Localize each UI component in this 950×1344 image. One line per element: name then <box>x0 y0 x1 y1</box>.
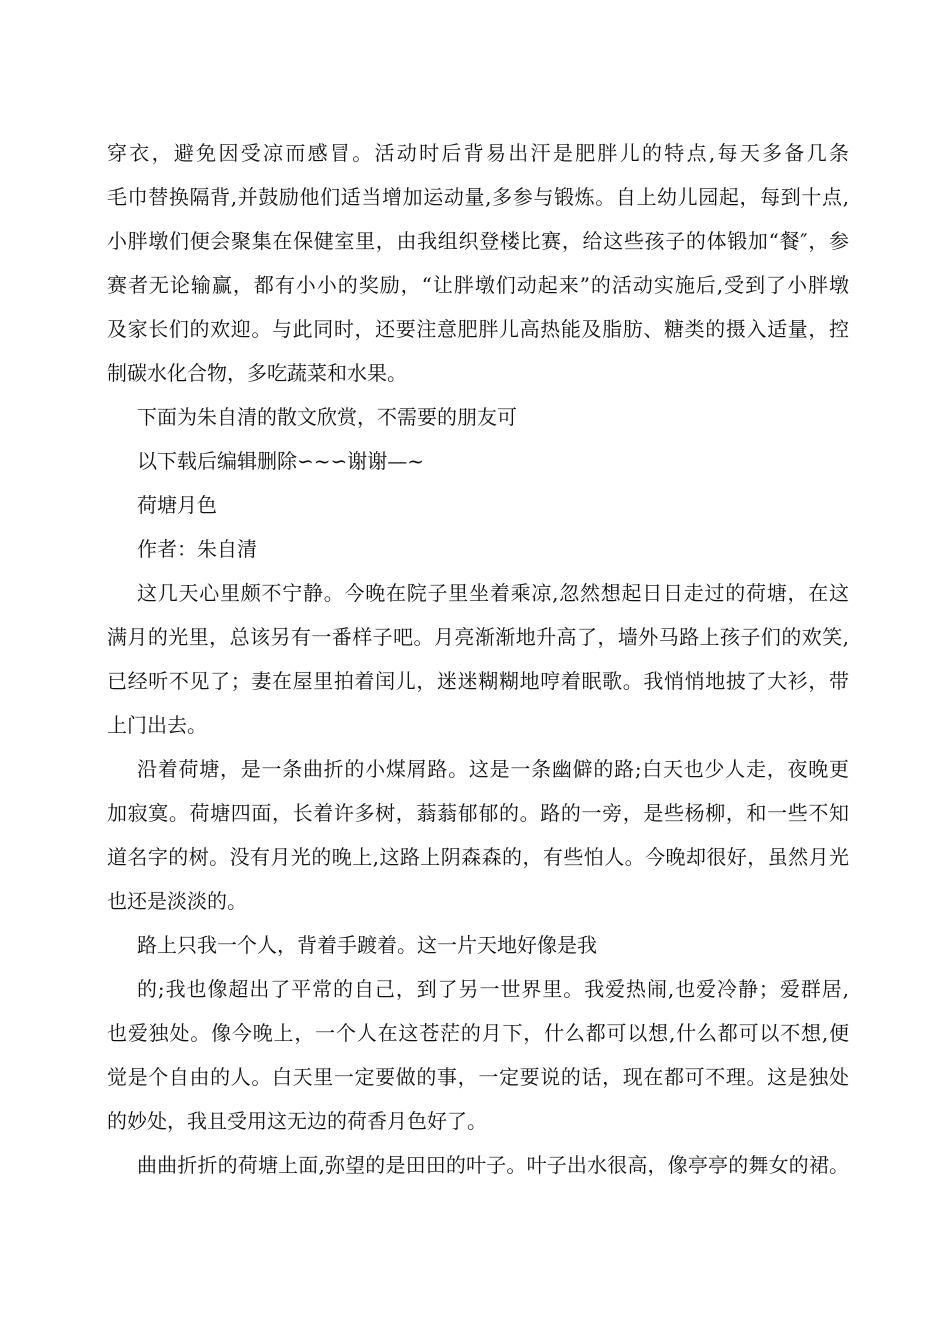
text-line: 毛巾替换隔背,并鼓励他们适当增加运动量,多参与锻炼。自上幼儿园起，每到十点, <box>107 185 849 209</box>
text-line: 制碳水化合物，多吃蔬菜和水果。 <box>107 361 407 385</box>
text-line: 穿衣，避免因受凉而感冒。活动时后背易出汗是肥胖儿的特点,每天多备几条 <box>107 141 849 165</box>
article-title: 荷塘月色 <box>137 493 217 517</box>
text-line: 也还是淡淡的。 <box>107 889 247 913</box>
text-line: 也爱独处。像今晚上，一个人在这苍茫的月下，什么都可以想,什么都可以不想,便 <box>107 1021 849 1045</box>
text-line: 小胖墩们便会聚集在保健室里，由我组织登楼比赛，给这些孩子的体锻加“餐″，参 <box>107 229 849 253</box>
text-line: 及家长们的欢迎。与此同时，还要注意肥胖儿高热能及脂肪、糖类的摄入适量，控 <box>107 317 849 341</box>
text-line: 的妙处，我且受用这无边的荷香月色好了。 <box>107 1109 487 1133</box>
text-line: 已经听不见了；妻在屋里拍着闰儿，迷迷糊糊地哼着眠歌。我悄悄地披了大衫，带 <box>107 669 849 693</box>
text-line: 以下载后编辑删除∽~∽谢谢—~ <box>137 449 425 473</box>
text-line: 这几天心里颇不宁静。今晚在院子里坐着乘凉,忽然想起日日走过的荷塘，在这 <box>137 581 849 605</box>
text-line: 道名字的树。没有月光的晚上,这路上阴森森的，有些怕人。今晚却很好，虽然月光 <box>107 845 849 869</box>
article-author: 作者：朱自清 <box>137 537 257 561</box>
text-line: 满月的光里，总该另有一番样子吧。月亮渐渐地升高了，墙外马路上孩子们的欢笑, <box>107 625 849 649</box>
text-line: 赛者无论输赢，都有小小的奖励，“让胖墩们动起来”的活动实施后,受到了小胖墩 <box>107 273 849 297</box>
text-line: 曲曲折折的荷塘上面,弥望的是田田的叶子。叶子出水很高，像亭亭的舞女的裙。 <box>137 1153 849 1177</box>
text-line: 加寂寞。荷塘四面，长着许多树，蓊蓊郁郁的。路的一旁，是些杨柳，和一些不知 <box>107 801 849 825</box>
text-line: 的;我也像超出了平常的自己，到了另一世界里。我爱热闹,也爱冷静；爱群居, <box>137 977 849 1001</box>
text-line: 下面为朱自清的散文欣赏，不需要的朋友可 <box>137 405 517 429</box>
text-line: 路上只我一个人，背着手踱着。这一片天地好像是我 <box>137 933 597 957</box>
text-line: 上门出去。 <box>107 713 207 737</box>
text-line: 觉是个自由的人。白天里一定要做的事，一定要说的话，现在都可不理。这是独处 <box>107 1065 849 1089</box>
text-line: 沿着荷塘，是一条曲折的小煤屑路。这是一条幽僻的路;白天也少人走，夜晚更 <box>137 757 849 781</box>
